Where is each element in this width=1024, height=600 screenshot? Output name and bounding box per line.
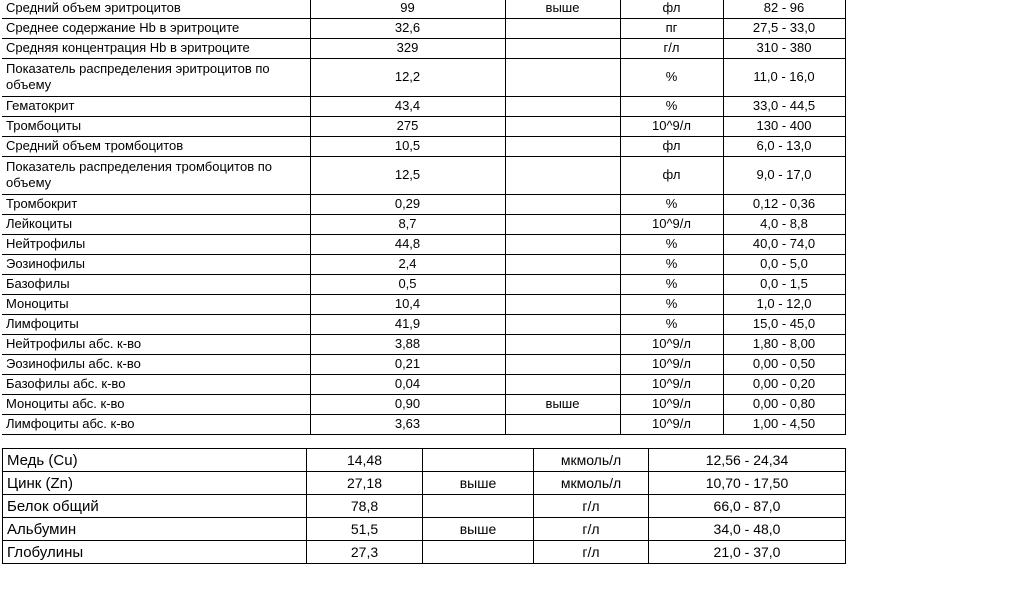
test-flag: выше xyxy=(505,0,620,18)
test-flag xyxy=(505,414,620,434)
test-flag xyxy=(505,18,620,38)
test-unit: % xyxy=(620,96,723,116)
test-flag xyxy=(505,96,620,116)
test-unit: мкмоль/л xyxy=(534,449,649,472)
test-flag xyxy=(505,374,620,394)
test-name: Эозинофилы абс. к-во xyxy=(2,354,310,374)
test-value: 0,90 xyxy=(310,394,505,414)
test-name: Моноциты xyxy=(2,294,310,314)
test-reference-range: 9,0 - 17,0 xyxy=(723,156,845,194)
test-reference-range: 27,5 - 33,0 xyxy=(723,18,845,38)
test-reference-range: 15,0 - 45,0 xyxy=(723,314,845,334)
test-name: Показатель распределения тромбоцитов по объему xyxy=(2,156,310,194)
test-value: 43,4 xyxy=(310,96,505,116)
test-flag xyxy=(423,541,534,564)
table-row xyxy=(2,314,845,334)
test-flag xyxy=(505,156,620,194)
test-value: 27,3 xyxy=(307,541,423,564)
test-name: Базофилы xyxy=(2,274,310,294)
test-reference-range: 21,0 - 37,0 xyxy=(649,541,846,564)
test-unit: фл xyxy=(620,156,723,194)
test-name: Тромбокрит xyxy=(2,194,310,214)
test-reference-range: 0,0 - 5,0 xyxy=(723,254,845,274)
test-unit: пг xyxy=(620,18,723,38)
test-flag xyxy=(505,274,620,294)
test-unit: г/л xyxy=(534,495,649,518)
table-row xyxy=(2,18,845,38)
table-row xyxy=(3,472,846,495)
test-flag xyxy=(423,495,534,518)
test-value: 3,88 xyxy=(310,334,505,354)
test-flag: выше xyxy=(505,394,620,414)
test-unit: фл xyxy=(620,0,723,18)
test-value: 0,21 xyxy=(310,354,505,374)
test-value: 0,5 xyxy=(310,274,505,294)
test-value: 329 xyxy=(310,38,505,58)
test-name: Базофилы абс. к-во xyxy=(2,374,310,394)
table-row xyxy=(2,334,845,354)
test-unit: г/л xyxy=(620,38,723,58)
test-reference-range: 0,0 - 1,5 xyxy=(723,274,845,294)
test-name: Альбумин xyxy=(3,518,307,541)
test-unit: % xyxy=(620,294,723,314)
test-flag xyxy=(423,449,534,472)
table-row xyxy=(2,214,845,234)
test-unit: 10^9/л xyxy=(620,394,723,414)
test-flag xyxy=(505,58,620,96)
test-value: 12,2 xyxy=(310,58,505,96)
test-unit: мкмоль/л xyxy=(534,472,649,495)
test-value: 0,29 xyxy=(310,194,505,214)
test-name: Моноциты абс. к-во xyxy=(2,394,310,414)
test-value: 51,5 xyxy=(307,518,423,541)
test-value: 44,8 xyxy=(310,234,505,254)
test-flag xyxy=(505,234,620,254)
test-name: Лейкоциты xyxy=(2,214,310,234)
test-flag xyxy=(505,116,620,136)
table-row xyxy=(2,374,845,394)
table-row xyxy=(2,294,845,314)
test-unit: 10^9/л xyxy=(620,116,723,136)
table-row xyxy=(2,234,845,254)
test-name: Белок общий xyxy=(3,495,307,518)
table-row xyxy=(2,254,845,274)
test-flag xyxy=(505,354,620,374)
test-value: 2,4 xyxy=(310,254,505,274)
test-name: Медь (Cu) xyxy=(3,449,307,472)
table-row xyxy=(3,495,846,518)
test-reference-range: 310 - 380 xyxy=(723,38,845,58)
test-reference-range: 1,0 - 12,0 xyxy=(723,294,845,314)
test-value: 10,4 xyxy=(310,294,505,314)
table-row xyxy=(2,414,845,434)
test-reference-range: 130 - 400 xyxy=(723,116,845,136)
test-unit: % xyxy=(620,58,723,96)
test-unit: фл xyxy=(620,136,723,156)
table-row xyxy=(3,518,846,541)
test-flag: выше xyxy=(423,472,534,495)
test-unit: 10^9/л xyxy=(620,414,723,434)
lab-results-table-bottom xyxy=(2,448,846,564)
test-reference-range: 34,0 - 48,0 xyxy=(649,518,846,541)
test-unit: 10^9/л xyxy=(620,214,723,234)
table-row xyxy=(2,116,845,136)
test-value: 12,5 xyxy=(310,156,505,194)
test-reference-range: 66,0 - 87,0 xyxy=(649,495,846,518)
test-value: 8,7 xyxy=(310,214,505,234)
table-row xyxy=(2,38,845,58)
test-name: Лимфоциты абс. к-во xyxy=(2,414,310,434)
table-row xyxy=(2,0,845,18)
test-value: 78,8 xyxy=(307,495,423,518)
test-name: Глобулины xyxy=(3,541,307,564)
test-reference-range: 10,70 - 17,50 xyxy=(649,472,846,495)
test-unit: % xyxy=(620,254,723,274)
test-name: Цинк (Zn) xyxy=(3,472,307,495)
test-value: 10,5 xyxy=(310,136,505,156)
test-reference-range: 82 - 96 xyxy=(723,0,845,18)
test-name: Средний объем эритроцитов xyxy=(2,0,310,18)
table-row xyxy=(2,394,845,414)
test-unit: % xyxy=(620,314,723,334)
test-name: Среднее содержание Hb в эритроците xyxy=(2,18,310,38)
test-reference-range: 6,0 - 13,0 xyxy=(723,136,845,156)
test-name: Показатель распределения эритроцитов по объему xyxy=(2,58,310,96)
test-name: Эозинофилы xyxy=(2,254,310,274)
test-name: Нейтрофилы абс. к-во xyxy=(2,334,310,354)
test-name: Нейтрофилы xyxy=(2,234,310,254)
test-reference-range: 12,56 - 24,34 xyxy=(649,449,846,472)
test-name: Гематокрит xyxy=(2,96,310,116)
table-row xyxy=(2,274,845,294)
test-flag xyxy=(505,38,620,58)
table-row xyxy=(2,194,845,214)
table-row xyxy=(3,541,846,564)
test-value: 275 xyxy=(310,116,505,136)
test-unit: 10^9/л xyxy=(620,334,723,354)
test-value: 3,63 xyxy=(310,414,505,434)
test-name: Средняя концентрация Hb в эритроците xyxy=(2,38,310,58)
table-row xyxy=(2,96,845,116)
test-flag xyxy=(505,334,620,354)
test-reference-range: 0,00 - 0,80 xyxy=(723,394,845,414)
test-reference-range: 11,0 - 16,0 xyxy=(723,58,845,96)
test-reference-range: 1,80 - 8,00 xyxy=(723,334,845,354)
test-flag xyxy=(505,294,620,314)
test-unit: г/л xyxy=(534,541,649,564)
test-flag xyxy=(505,136,620,156)
test-name: Лимфоциты xyxy=(2,314,310,334)
test-reference-range: 4,0 - 8,8 xyxy=(723,214,845,234)
test-unit: % xyxy=(620,194,723,214)
test-unit: 10^9/л xyxy=(620,354,723,374)
test-reference-range: 33,0 - 44,5 xyxy=(723,96,845,116)
test-value: 32,6 xyxy=(310,18,505,38)
test-flag xyxy=(505,314,620,334)
table-row xyxy=(2,58,845,96)
test-reference-range: 1,00 - 4,50 xyxy=(723,414,845,434)
test-value: 99 xyxy=(310,0,505,18)
test-flag: выше xyxy=(423,518,534,541)
test-value: 0,04 xyxy=(310,374,505,394)
test-unit: % xyxy=(620,234,723,254)
test-unit: 10^9/л xyxy=(620,374,723,394)
table-row xyxy=(3,449,846,472)
test-flag xyxy=(505,254,620,274)
table-row xyxy=(2,136,845,156)
test-reference-range: 40,0 - 74,0 xyxy=(723,234,845,254)
test-name: Средний объем тромбоцитов xyxy=(2,136,310,156)
lab-results-table-top xyxy=(2,0,846,435)
table-row xyxy=(2,354,845,374)
test-unit: % xyxy=(620,274,723,294)
test-value: 14,48 xyxy=(307,449,423,472)
test-flag xyxy=(505,194,620,214)
test-reference-range: 0,00 - 0,50 xyxy=(723,354,845,374)
test-value: 41,9 xyxy=(310,314,505,334)
test-name: Тромбоциты xyxy=(2,116,310,136)
table-row xyxy=(2,156,845,194)
test-unit: г/л xyxy=(534,518,649,541)
test-value: 27,18 xyxy=(307,472,423,495)
test-flag xyxy=(505,214,620,234)
test-reference-range: 0,00 - 0,20 xyxy=(723,374,845,394)
test-reference-range: 0,12 - 0,36 xyxy=(723,194,845,214)
